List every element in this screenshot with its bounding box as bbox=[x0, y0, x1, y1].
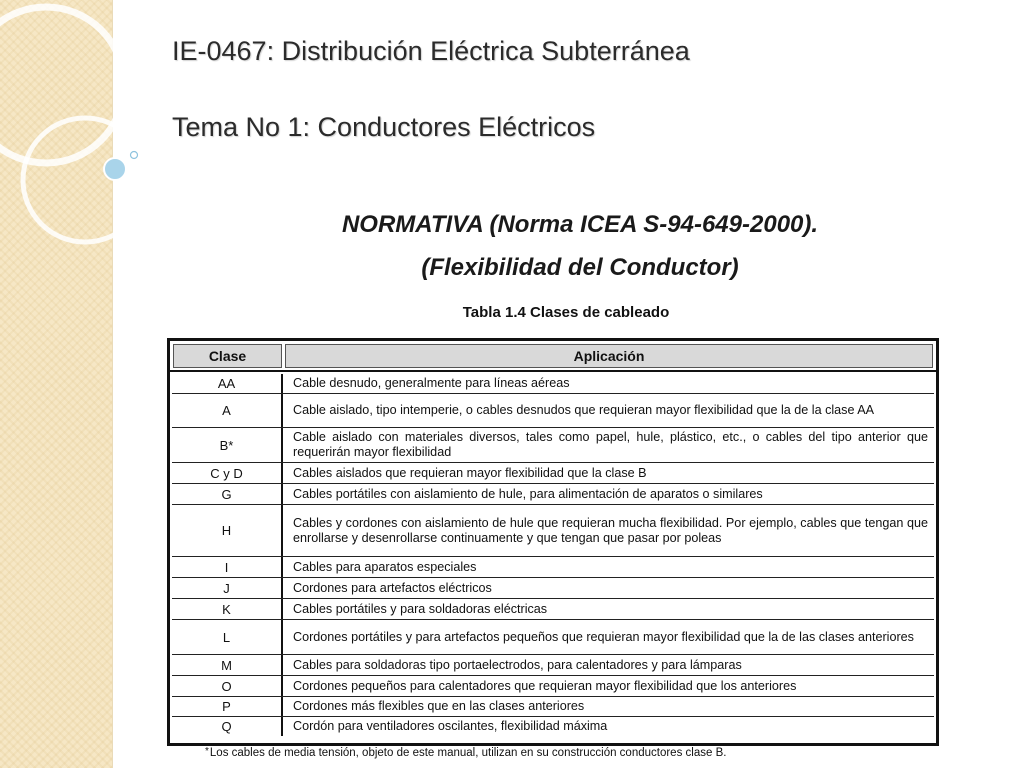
cabling-class-table bbox=[167, 338, 939, 746]
application-cell: Cordones más flexibles que en las clases anteriores bbox=[293, 699, 585, 713]
table-row bbox=[172, 619, 934, 654]
slide-title: IE-0467: Distribución Eléctrica Subterránea bbox=[172, 36, 690, 66]
class-cell: G bbox=[172, 484, 283, 504]
class-cell: K bbox=[172, 599, 283, 619]
deco-bubble-small bbox=[131, 152, 138, 159]
application-cell: Cordones para artefactos eléctricos bbox=[293, 580, 492, 595]
application-cell: Cable desnudo, generalmente para líneas aéreas bbox=[293, 376, 570, 390]
class-cell: I bbox=[172, 557, 283, 577]
class-cell: AA bbox=[172, 374, 283, 393]
class-cell: M bbox=[172, 655, 283, 675]
class-cell: L bbox=[172, 620, 283, 654]
header-aplicacion: Aplicación bbox=[285, 344, 933, 368]
table-row bbox=[172, 675, 934, 696]
side-decorative-band bbox=[0, 0, 113, 768]
application-cell: Cables portátiles con aislamiento de hule, para alimentación de aparatos o similares bbox=[293, 486, 763, 501]
table-header bbox=[173, 344, 933, 368]
class-cell: O bbox=[172, 676, 283, 696]
application-cell: Cables portátiles y para soldadoras eléctricas bbox=[293, 601, 548, 616]
slide-topic: Tema No 1: Conductores Eléctricos bbox=[172, 112, 596, 142]
table-row bbox=[172, 696, 934, 716]
table-caption: Tabla 1.4 Clases de cableado bbox=[462, 304, 670, 321]
table-row bbox=[172, 577, 934, 598]
class-cell: A bbox=[172, 394, 283, 427]
application-cell: Cables aislados que requieran mayor flexibilidad que la clase B bbox=[293, 465, 647, 480]
class-cell: Q bbox=[172, 717, 283, 736]
class-cell: B* bbox=[172, 428, 283, 462]
flexibility-heading: (Flexibilidad del Conductor) bbox=[421, 254, 739, 281]
norm-heading: NORMATIVA (Norma ICEA S-94-649-2000). bbox=[341, 211, 819, 238]
table-row bbox=[172, 504, 934, 556]
table-row bbox=[172, 462, 934, 483]
class-cell: H bbox=[172, 505, 283, 556]
footnote-text: Los cables de media tensión, objeto de este manual, utilizan en su construcción conductores clase B. bbox=[209, 747, 727, 759]
class-cell: C y D bbox=[172, 463, 283, 483]
application-cell: Cable aislado con materiales diversos, tales como papel, hule, plástico, etc., o cables del tipo anterior que requerirán mayor flexibilidad bbox=[293, 430, 928, 459]
table-row bbox=[172, 374, 934, 393]
table-row bbox=[172, 483, 934, 504]
table-row bbox=[172, 556, 934, 577]
application-cell: Cordones pequeños para calentadores que requieran mayor flexibilidad que los anteriores bbox=[293, 678, 797, 693]
table-row bbox=[172, 716, 934, 736]
application-cell: Cable aislado, tipo intemperie, o cables desnudos que requieran mayor flexibilidad que la de la clase AA bbox=[293, 403, 875, 417]
application-cell: Cables para soldadoras tipo portaelectrodos, para calentadores y para lámparas bbox=[293, 657, 742, 672]
table-row bbox=[172, 393, 934, 427]
table-row bbox=[172, 654, 934, 675]
table-row bbox=[172, 427, 934, 462]
application-cell: Cordón para ventiladores oscilantes, flexibilidad máxima bbox=[293, 719, 608, 733]
application-cell: Cables y cordones con aislamiento de hule que requieran mucha flexibilidad. Por ejemplo, cables que tengan que enrollarse y desenrollarse continuamente y que tengan que pasar por poleas bbox=[293, 515, 928, 545]
class-cell: P bbox=[172, 697, 283, 716]
application-cell: Cordones portátiles y para artefactos pequeños que requieran mayor flexibilidad que la de las clases anteriores bbox=[293, 629, 914, 644]
table-footnote bbox=[205, 746, 726, 759]
header-clase: Clase bbox=[173, 344, 282, 368]
application-cell: Cables para aparatos especiales bbox=[293, 559, 477, 574]
footnote-mark: * bbox=[205, 746, 209, 757]
header-divider bbox=[170, 370, 936, 372]
class-cell: J bbox=[172, 578, 283, 598]
table-body bbox=[172, 374, 934, 741]
table-row bbox=[172, 598, 934, 619]
